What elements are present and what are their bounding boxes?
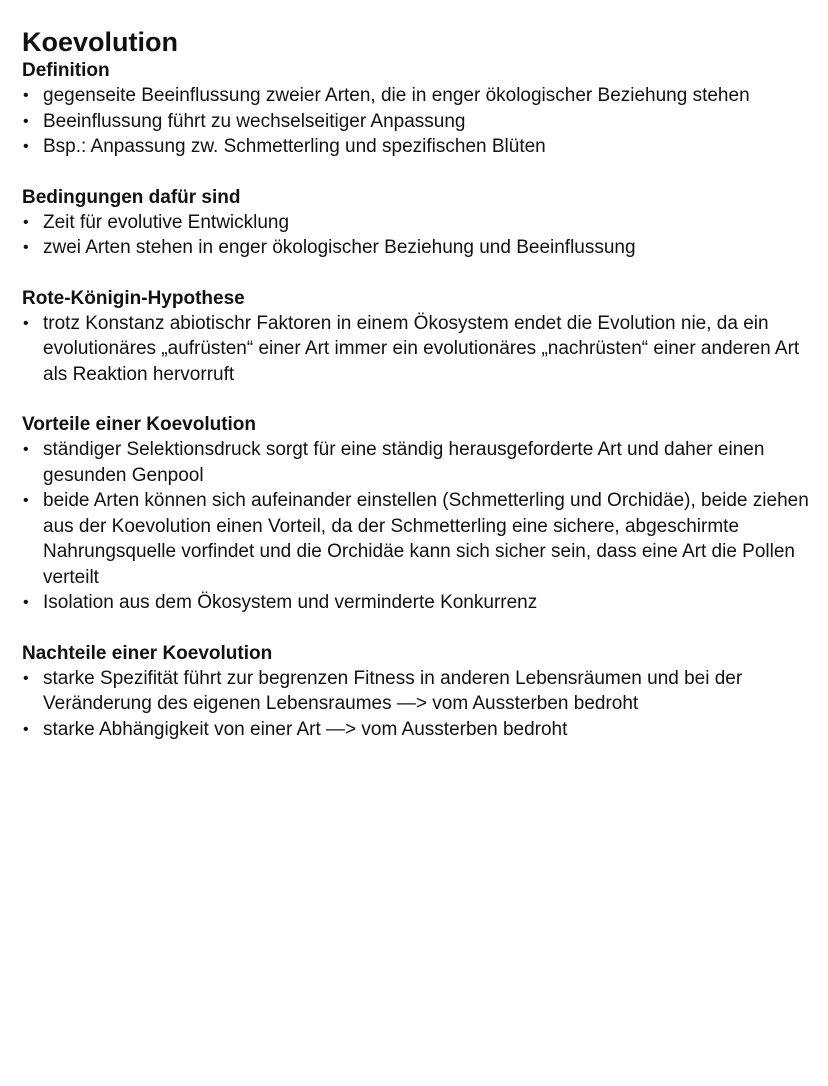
bullet-item	[22, 590, 812, 616]
bullet-text: ständiger Selektionsdruck sorgt für eine ständig herausgeforderte Art und daher einen gesunden Genpool	[43, 439, 765, 486]
section-heading: Rote-Königin-Hypothese	[22, 287, 245, 309]
bullet-icon: •	[23, 138, 29, 155]
bullet-icon: •	[23, 669, 29, 687]
bullet-icon: •	[23, 720, 29, 738]
bullet-list	[22, 311, 812, 388]
bullet-icon: •	[23, 492, 29, 509]
section-vorteile	[22, 412, 812, 616]
bullet-list	[22, 210, 812, 261]
bullet-text: beide Arten können sich aufeinander einstellen (Schmetterling und Orchidäe), beide ziehen aus der Koevolution einen Vorteil, da der Schmetterling eine sichere, abgeschirmte Nahrungsquelle vorfindet und die Orchidäe kann sich sicher sein, dass eine Art die Pollen verteilt	[43, 490, 809, 588]
bullet-text: gegenseite Beeinflussung zweier Arten, die in enger ökologischer Beziehung stehen	[43, 85, 750, 106]
bullet-text: Beeinflussung führt zu wechselseitiger Anpassung	[43, 110, 466, 132]
bullet-text: Isolation aus dem Ökosystem und verminderte Konkurrenz	[43, 592, 538, 613]
bullet-list	[22, 666, 812, 743]
bullet-icon: •	[23, 87, 29, 104]
section-definition	[22, 58, 812, 160]
bullet-item	[22, 666, 812, 717]
bullet-item	[22, 210, 812, 236]
section-bedingungen	[22, 185, 812, 261]
section-nachteile	[22, 641, 812, 743]
bullet-item	[22, 488, 812, 590]
bullet-item	[22, 134, 812, 160]
bullet-icon: •	[23, 441, 29, 458]
bullet-icon: •	[23, 239, 29, 256]
bullet-icon: •	[23, 314, 29, 332]
section-heading: Nachteile einer Koevolution	[22, 642, 273, 664]
bullet-list	[22, 437, 812, 616]
bullet-text: trotz Konstanz abiotischr Faktoren in einem Ökosystem endet die Evolution nie, da ein evolutionäres „aufrüsten“ einer Art immer ein evolutionäres „nachrüsten“ einer anderen Art als Reaktion hervorruft	[43, 312, 800, 385]
bullet-text: Bsp.: Anpassung zw. Schmetterling und spezifischen Blüten	[43, 136, 546, 157]
bullet-item	[22, 83, 812, 109]
document-page	[22, 26, 812, 767]
document-title: Koevolution	[22, 27, 178, 57]
bullet-text: Zeit für evolutive Entwicklung	[43, 211, 290, 233]
bullet-item	[22, 311, 812, 388]
bullet-text: zwei Arten stehen in enger ökologischer Beziehung und Beeinflussung	[43, 237, 636, 258]
bullet-text: starke Abhängigkeit von einer Art —> vom Aussterben bedroht	[43, 718, 568, 740]
section-heading: Definition	[22, 60, 110, 81]
section-rote-koenigin	[22, 286, 812, 388]
bullet-item	[22, 437, 812, 488]
bullet-item	[22, 717, 812, 743]
bullet-list	[22, 83, 812, 160]
bullet-icon: •	[23, 112, 29, 130]
bullet-text: starke Spezifität führt zur begrenzen Fitness in anderen Lebensräumen und bei der Veränderung des eigenen Lebensraumes —> vom Aussterben bedroht	[43, 667, 743, 714]
bullet-item	[22, 235, 812, 261]
bullet-icon: •	[23, 594, 29, 611]
section-heading: Bedingungen dafür sind	[22, 186, 241, 208]
bullet-item	[22, 109, 812, 135]
bullet-icon: •	[23, 213, 29, 231]
section-heading: Vorteile einer Koevolution	[22, 414, 257, 435]
